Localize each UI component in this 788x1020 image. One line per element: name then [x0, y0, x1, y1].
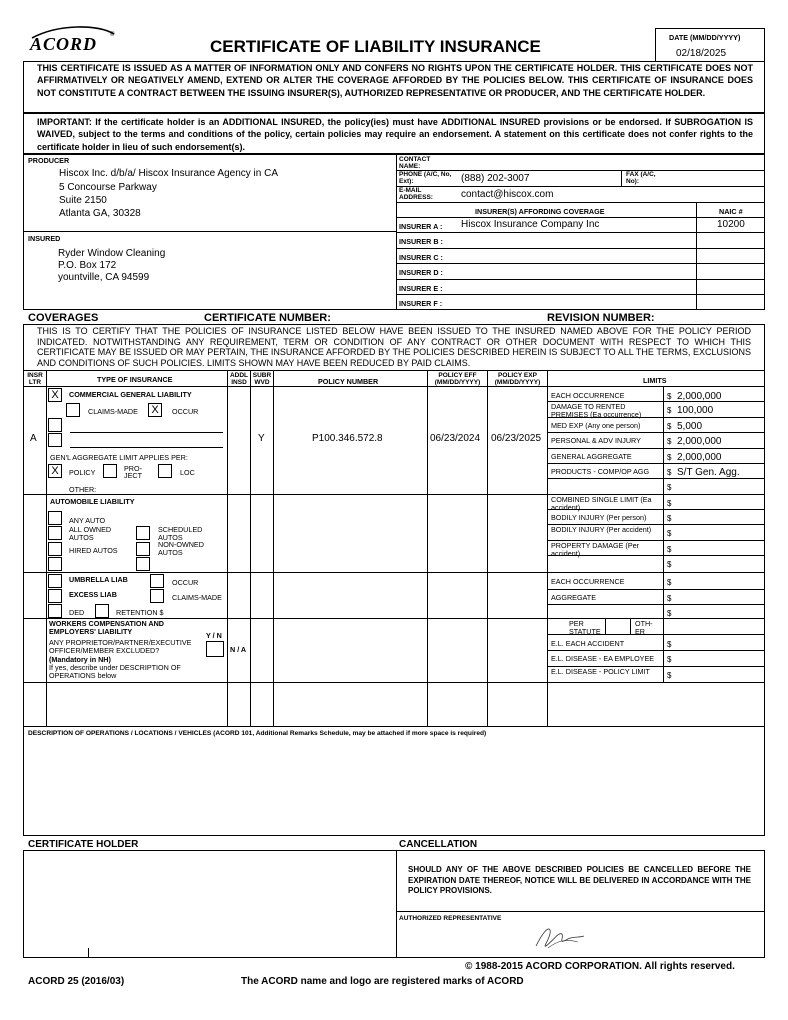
cancellation-text: SHOULD ANY OF THE ABOVE DESCRIBED POLICIES BE CANCELLED BEFORE THE EXPIRATION DATE THEREOF, NOTICE WILL BE DELIVERED IN ACCORDANCE WITH THE POLICY PROVISIONS. [408, 865, 751, 895]
date-label: DATE (MM/DD/YYYY) [669, 33, 741, 42]
workers-prop-text: ANY PROPRIETOR/PARTNER/EXECUTIVE OFFICER/MEMBER EXCLUDED? [49, 638, 192, 655]
gl-limit-value-1: 100,000 [677, 405, 714, 416]
certificate-holder-label: CERTIFICATE HOLDER [28, 839, 139, 850]
gl-eff: 06/23/2024 [430, 433, 481, 444]
proprietor-excluded-checkbox[interactable] [206, 641, 224, 657]
workers-describe: If yes, describe under DESCRIPTION OF OPERATIONS below [49, 663, 181, 680]
copyright-text: © 1988-2015 ACORD CORPORATION. All rights reserved. [465, 961, 735, 972]
header-limits: LIMITS [643, 376, 667, 385]
gl-limit-label-2: MED EXP (Any one person) [551, 421, 641, 430]
occur-checkbox[interactable]: X [148, 403, 162, 417]
signature-image [528, 920, 588, 952]
insurer-b-label: INSURER B : [399, 237, 443, 246]
scheduled-label: SCHEDULED AUTOS [158, 525, 203, 542]
gl-limit-dollar-0: $ [667, 392, 672, 401]
workers-limit-label-1: E.L. DISEASE - EA EMPLOYEE [551, 654, 655, 663]
ded-label: DED [69, 608, 85, 617]
occur-label: OCCUR [172, 407, 199, 416]
gl-limit-dollar-5: $ [667, 468, 672, 477]
claims-made-checkbox[interactable] [66, 403, 80, 417]
gl-limit-value-0: 2,000,000 [677, 391, 722, 402]
all-owned-checkbox[interactable] [48, 526, 62, 540]
gl-limit-label-5: PRODUCTS - COMP/OP AGG [551, 467, 650, 476]
header-eff: POLICY EFF (MM/DD/YYYY) [434, 372, 481, 386]
auto-limit-label-3: PROPERTY DAMAGE (Per accident) [551, 541, 640, 558]
auto-limit-dollar-4: $ [667, 560, 672, 569]
gl-subr: Y [258, 433, 265, 444]
cgl-label: COMMERCIAL GENERAL LIABILITY [69, 390, 192, 399]
umbrella-limit-dollar-0: $ [667, 578, 672, 587]
certificate-number-label: CERTIFICATE NUMBER: [204, 312, 331, 324]
gl-policy-number: P100.346.572.8 [312, 433, 383, 444]
insurer-f-label: INSURER F : [399, 299, 443, 308]
all-owned-label: ALL OWNED AUTOS [69, 525, 112, 542]
gl-limit-label-0: EACH OCCURRENCE [551, 391, 625, 400]
auto-limit-dollar-3: $ [667, 545, 672, 554]
non-owned-checkbox[interactable] [136, 542, 150, 556]
page-title: CERTIFICATE OF LIABILITY INSURANCE [210, 37, 541, 56]
fax-label: FAX (A/C, No): [626, 171, 656, 185]
retention-label: RETENTION $ [116, 608, 164, 617]
workers-limit-dollar-2: $ [667, 671, 672, 680]
auto-extra-checkbox-1[interactable] [48, 557, 62, 571]
insured-line-1: Ryder Window Cleaning [58, 248, 166, 259]
project-label: PRO- JECT [124, 464, 142, 480]
auto-limit-label-2: BODILY INJURY (Per accident) [551, 525, 652, 534]
non-owned-label: NON-OWNED AUTOS [158, 540, 204, 557]
auto-limit-label-0: COMBINED SINGLE LIMIT (Ea accident) [551, 495, 652, 512]
gl-limit-value-5: S/T Gen. Agg. [677, 467, 740, 478]
umbrella-limit-dollar-1: $ [667, 594, 672, 603]
email-label: E-MAIL ADDRESS: [399, 187, 433, 201]
auto-label: AUTOMOBILE LIABILITY [50, 497, 135, 506]
other-label: OTHER: [69, 485, 97, 494]
insurer-a-label: INSURER A : [399, 222, 443, 231]
umbrella-claims-made-checkbox[interactable] [150, 589, 164, 603]
gl-limit-value-2: 5,000 [677, 421, 703, 432]
claims-made-label: CLAIMS-MADE [88, 407, 138, 416]
producer-line-2: 5 Concourse Parkway [59, 182, 157, 193]
insurer-e-label: INSURER E : [399, 284, 443, 293]
date-value: 02/18/2025 [676, 48, 727, 59]
workers-limit-label-0: E.L. EACH ACCIDENT [551, 639, 625, 648]
header-policy-number: POLICY NUMBER [318, 377, 379, 386]
gl-limit-label-4: GENERAL AGGREGATE [551, 452, 632, 461]
hired-autos-checkbox[interactable] [48, 542, 62, 556]
auto-limit-dollar-0: $ [667, 499, 672, 508]
workers-label: WORKERS COMPENSATION AND EMPLOYERS' LIABILITY [49, 619, 164, 636]
authorized-rep-label: AUTHORIZED REPRESENTATIVE [399, 915, 502, 922]
producer-line-3: Suite 2150 [59, 195, 107, 206]
producer-line-4: Atlanta GA, 30328 [59, 208, 141, 219]
workers-limit-label-2: E.L. DISEASE - POLICY LIMIT [551, 667, 650, 676]
gl-extra-checkbox-1[interactable] [48, 418, 62, 432]
header-insr-ltr: INSR LTR [27, 372, 43, 386]
any-auto-label: ANY AUTO [69, 516, 106, 525]
gl-limit-value-3: 2,000,000 [677, 436, 722, 447]
gl-limit-value-4: 2,000,000 [677, 452, 722, 463]
contact-name-label: CONTACT NAME: [399, 156, 431, 170]
header-addl: ADDL INSD [229, 372, 249, 386]
project-checkbox[interactable] [103, 464, 117, 478]
ded-checkbox[interactable] [48, 604, 62, 618]
insured-label: INSURED [28, 234, 61, 243]
scheduled-checkbox[interactable] [136, 526, 150, 540]
umbrella-limit-label-0: EACH OCCURRENCE [551, 577, 625, 586]
naic-header: NAIC # [719, 207, 743, 216]
form-id: ACORD 25 (2016/03) [28, 976, 125, 987]
workers-mandatory: (Mandatory in NH) [49, 655, 111, 664]
insurers-header: INSURER(S) AFFORDING COVERAGE [475, 207, 605, 216]
acord-logo: ACORD ® [28, 26, 118, 54]
workers-limit-dollar-0: $ [667, 640, 672, 649]
umbrella-occur-checkbox[interactable] [150, 574, 164, 588]
producer-label: PRODUCER [28, 156, 70, 165]
header-exp: POLICY EXP (MM/DD/YYYY) [494, 372, 541, 386]
coverages-label: COVERAGES [28, 312, 99, 324]
insurer-c-label: INSURER C : [399, 253, 443, 262]
notice-text: THIS CERTIFICATE IS ISSUED AS A MATTER OF INFORMATION ONLY AND CONFERS NO RIGHTS UPON THE CERTIFICATE HOLDER. THIS CERTIFICATE DOES NOT AFFIRMATIVELY OR NEGATIVELY AMEND, EXTEND OR ALTER THE COVERAGE AFFORDED BY THE POLICIES BELOW. THIS CERTIFICATE OF INSURANCE DOES NOT CONSTITUTE A CONTRACT BETWEEN THE ISSUING INSURER(S), AUTHORIZED REPRESENTATIVE OR PRODUCER, AND THE CERTIFICATE HOLDER. [37, 63, 753, 98]
trademark-text: The ACORD name and logo are registered marks of ACORD [241, 976, 524, 987]
umbrella-limit-label-1: AGGREGATE [551, 593, 596, 602]
loc-checkbox[interactable] [158, 464, 172, 478]
umbrella-occur-label: OCCUR [172, 578, 199, 587]
excess-label: EXCESS LIAB [69, 590, 117, 599]
workers-yn: Y / N [206, 631, 222, 640]
auto-limit-dollar-1: $ [667, 514, 672, 523]
insurer-a-name: Hiscox Insurance Company Inc [461, 219, 600, 230]
umbrella-claims-made-label: CLAIMS-MADE [172, 593, 222, 602]
hired-autos-label: HIRED AUTOS [69, 546, 118, 555]
insured-line-3: yountville, CA 94599 [58, 272, 150, 283]
cgl-checkbox[interactable]: X [48, 388, 62, 402]
umbrella-label: UMBRELLA LIAB [69, 575, 128, 584]
oth-er-label: OTH- ER [635, 619, 653, 636]
per-statute-label: PER STATUTE [569, 619, 601, 636]
agg-applies-label: GEN'L AGGREGATE LIMIT APPLIES PER: [50, 453, 188, 462]
phone-label: PHONE (A/C, No, Ext): [399, 171, 452, 185]
email-value: contact@hiscox.com [461, 189, 554, 200]
producer-line-1: Hiscox Inc. d/b/a/ Hiscox Insurance Agency in CA [59, 168, 278, 179]
gl-exp: 06/23/2025 [491, 433, 542, 444]
insured-line-2: P.O. Box 172 [58, 260, 117, 271]
insurer-a-naic: 10200 [717, 219, 745, 230]
umbrella-limit-dollar-2: $ [667, 609, 672, 618]
auto-extra-checkbox-2[interactable] [136, 557, 150, 571]
cancellation-label: CANCELLATION [399, 839, 478, 850]
policy-label: POLICY [69, 468, 96, 477]
phone-value: (888) 202-3007 [461, 173, 530, 184]
insurer-d-label: INSURER D : [399, 268, 443, 277]
revision-number-label: REVISION NUMBER: [547, 312, 655, 324]
certify-text: THIS IS TO CERTIFY THAT THE POLICIES OF INSURANCE LISTED BELOW HAVE BEEN ISSUED TO THE INSURED NAMED ABOVE FOR THE POLICY PERIOD INDICATED. NOTWITHSTANDING ANY REQUIREMENT, TERM OR CONDITION OF ANY CONTRACT OR OTHER DOCUMENT WITH RESPECT TO WHICH THIS CERTIFICATE MAY BE ISSUED OR MAY PERTAIN, THE INSURANCE AFFORDED BY THE POLICIES DESCRIBED HEREIN IS SUBJECT TO ALL THE TERMS, EXCLUSIONS AND CONDITIONS OF SUCH POLICIES. LIMITS SHOWN MAY HAVE BEEN REDUCED BY PAID CLAIMS. [37, 326, 751, 368]
important-text: IMPORTANT: If the certificate holder is an ADDITIONAL INSURED, the policy(ies) must have ADDITIONAL INSURED provisions or be endorsed. If SUBROGATION IS WAIVED, subject to the terms and conditions of the policy, certain policies may require an endorsement. A statement on this certificate does not confer rights to the certificate holder in lieu of such endorsement(s). [37, 117, 753, 152]
description-label: DESCRIPTION OF OPERATIONS / LOCATIONS / VEHICLES (ACORD 101, Additional Remarks Schedule, may be attached if more space is required) [28, 730, 487, 737]
auto-limit-dollar-2: $ [667, 529, 672, 538]
gl-limit-dollar-3: $ [667, 437, 672, 446]
workers-na: N / A [230, 645, 247, 654]
header-type: TYPE OF INSURANCE [97, 375, 173, 384]
any-auto-checkbox[interactable] [48, 511, 62, 525]
auto-limit-label-1: BODILY INJURY (Per person) [551, 513, 647, 522]
gl-limit-label-3: PERSONAL & ADV INJURY [551, 436, 641, 445]
policy-checkbox[interactable]: X [48, 464, 62, 478]
gl-extra-checkbox-2[interactable] [48, 433, 62, 447]
gl-limit-dollar-2: $ [667, 422, 672, 431]
gl-limit-dollar-1: $ [667, 406, 672, 415]
header-subr: SUBR WVD [252, 372, 272, 386]
gl-insr-ltr: A [30, 433, 37, 444]
gl-limit-dollar-6: $ [667, 483, 672, 492]
gl-limit-dollar-4: $ [667, 453, 672, 462]
umbrella-checkbox[interactable] [48, 574, 62, 588]
excess-checkbox[interactable] [48, 589, 62, 603]
loc-label: LOC [180, 468, 195, 477]
gl-limit-label-1: DAMAGE TO RENTED PREMISES (Ea occurrence) [551, 402, 642, 419]
retention-checkbox[interactable] [95, 604, 109, 618]
workers-limit-dollar-1: $ [667, 655, 672, 664]
